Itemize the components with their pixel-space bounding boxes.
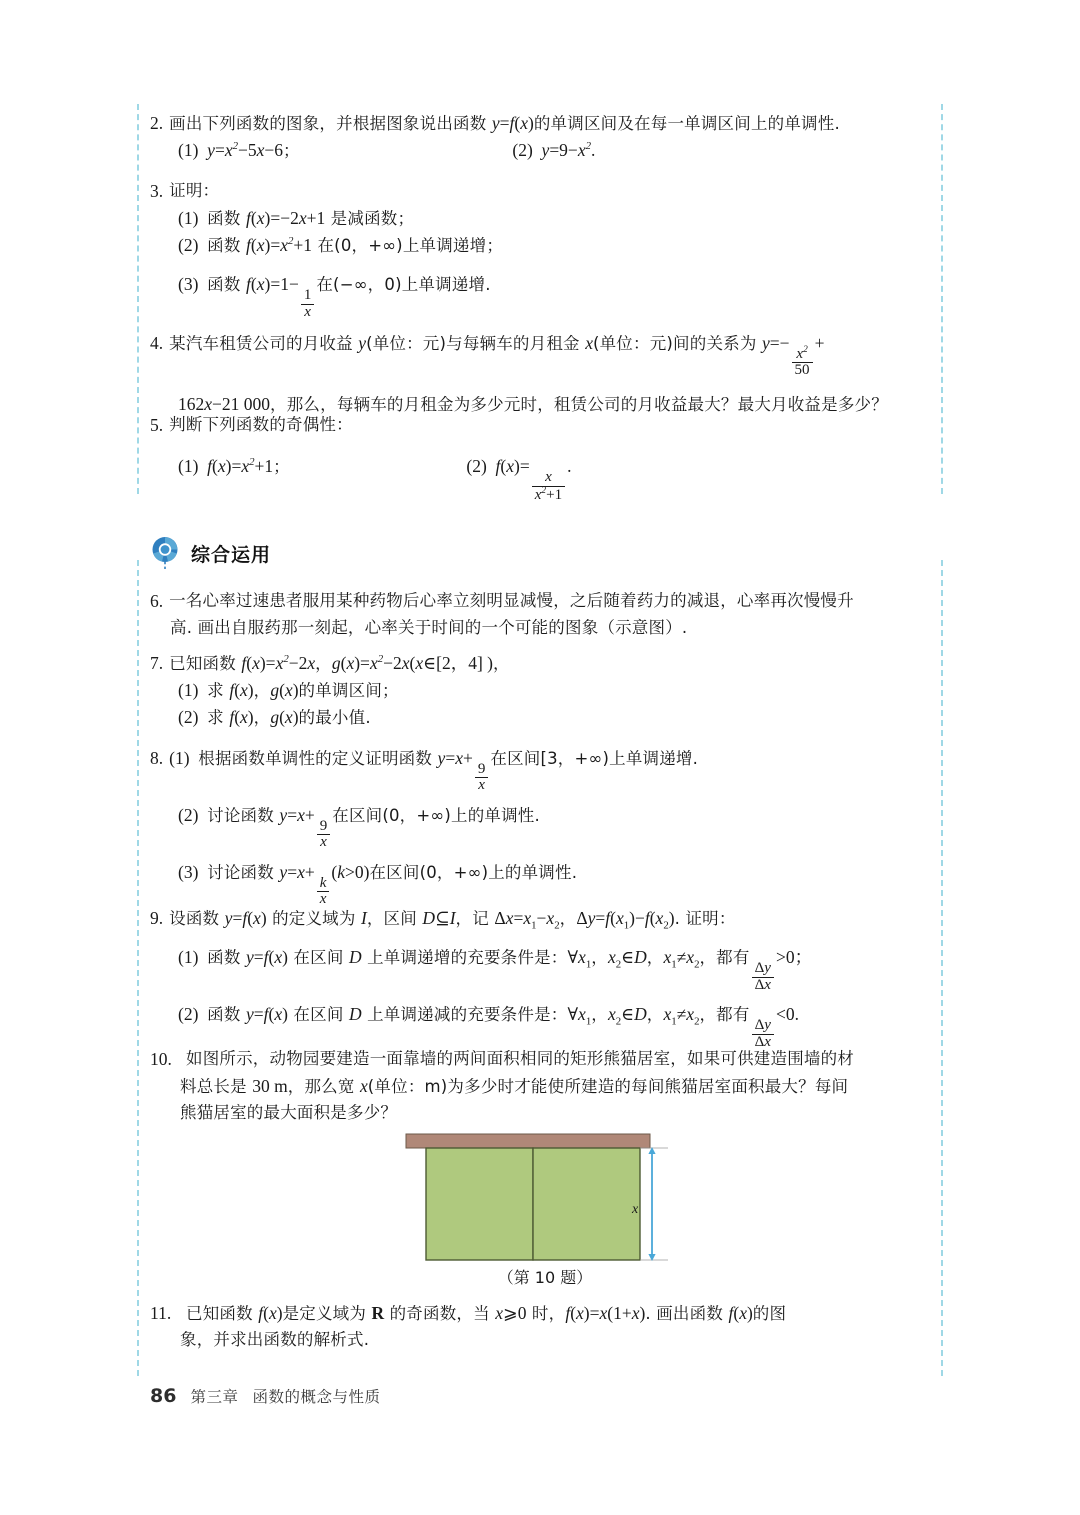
exercise-9-sub2-c: 上单调递减的充要条件是：: [361, 1005, 568, 1025]
fraction-dy-over-dx-a: $\frac{\Delta y}{\Delta x}$: [752, 961, 774, 993]
exercise-3-sub2-b: 在(0，+∞)上单调递增；: [312, 236, 504, 256]
exercise-3: [150, 178, 940, 320]
fraction-x2-over-50: $\frac{x^2}{50}$: [792, 346, 813, 379]
exercise-8-sub3-b: 在区间(0，+∞)上的单调性.: [369, 862, 578, 882]
exercise-2-stem-b: 的单调区间及在每一单调区间上的单调性.: [533, 114, 840, 133]
exercise-8: [150, 745, 940, 907]
exercise-9-sub1-label: (1): [178, 947, 199, 968]
pen-right-rect: [533, 1148, 640, 1260]
pen-left-rect: [426, 1148, 533, 1260]
exercise-10-line2-b: ，那么宽: [287, 1077, 360, 1097]
exercise-3-sub2-a: 函数: [207, 236, 247, 256]
exercise-9-sub2-a: 函数: [207, 1005, 247, 1025]
exercise-7-sub1-b: 的单调区间；: [298, 681, 399, 701]
exercise-3-sub3-b: 在(−∞，0)上单调递增.: [316, 275, 491, 295]
exercise-7: [150, 650, 940, 731]
exercise-10-line3: 熊猫居室的最大面积是多少？: [180, 1103, 398, 1123]
dimension-label-x: x: [632, 1202, 639, 1217]
exercise-7-stem-a: 已知函数: [169, 654, 242, 673]
dashed-rule-left-upper: [137, 104, 139, 494]
exercise-11-line1-e: . 画出函数: [645, 1304, 729, 1323]
exercise-2-number: 2.: [150, 113, 164, 133]
exercise-7-sub2-b: 的最小值.: [298, 708, 371, 728]
exercise-10-line2-a: 料总长是: [180, 1077, 253, 1097]
footer-chapter-number: 第三章: [190, 1388, 239, 1406]
exercise-3-sub3-label: (3): [178, 274, 199, 295]
exercise-9: [150, 905, 940, 1050]
exercise-8-sub2: (2) 讨论函数 y=x+ $\frac{9}{x}$ 在区间(0，+∞)上的单调性.: [178, 804, 540, 851]
dashed-rule-left-lower: [137, 560, 139, 1376]
exercise-4-line1-c: (单位：元)间的关系为: [592, 334, 762, 353]
exercise-6-number: 6.: [150, 591, 164, 611]
fraction-9-over-x-b: $\frac{9}{x}$: [317, 819, 331, 851]
exercise-9-stem-a: 设函数: [169, 909, 225, 928]
exercise-6: [150, 588, 940, 641]
exercise-5-sub2-label: (2): [466, 456, 487, 477]
exercise-11-real-set: R: [371, 1303, 385, 1323]
exercise-7-sub1: (1) 求 f(x)，g(x)的单调区间；: [178, 680, 399, 701]
exercise-3-sub1: (1) 函数 f(x)=−2x+1 是减函数；: [178, 208, 415, 229]
exercise-9-sub1-b: 在区间: [287, 948, 349, 968]
exercise-8-sub2-label: (2): [178, 804, 199, 825]
exercise-8-sub1-label: (1): [169, 748, 190, 768]
fraction-dy-over-dx-b: $\frac{\Delta y}{\Delta x}$: [752, 1018, 774, 1050]
exercise-2-stem: 画出下列函数的图象，并根据图象说出函数 y=f(x)的单调区间及在每一单调区间上的单调性.: [169, 113, 840, 133]
exercise-6-line2: 高. 画出自服药那一刻起，心率关于时间的一个可能的图象（示意图）.: [170, 618, 688, 638]
exercise-3-sub1-a: 函数: [207, 209, 247, 229]
exercise-8-sub2-a: 讨论函数: [207, 805, 280, 825]
exercise-9-sub1: (1) 函数 y=f(x) 在区间 D 上单调递增的充要条件是：$\forall x_1$，$x_2\in D$，$x_1\ne x_2$，都有 $\frac{\Delta y}{\Delta x}$ >0；: [178, 947, 813, 993]
exercise-9-sub1-tail: >0；: [775, 947, 813, 968]
exercise-4-line1-b: (单位：元)与每辆车的月租金: [366, 334, 586, 353]
page-footer: [150, 1385, 380, 1407]
dashed-rule-right-lower: [941, 560, 943, 1376]
wall-rect: [406, 1134, 650, 1148]
exercise-2-sub2-label: (2): [512, 140, 533, 161]
exercise-9-stem-d: ，记: [455, 909, 495, 928]
exercise-8-sub1-b: 在区间[3，+∞)上单调递增.: [490, 749, 699, 768]
exercise-3-sub2: (2) 函数 $f(x)=x^2+1$ 在(0，+∞)上单调递增；: [178, 235, 504, 256]
exercise-10-line2-c: (单位：m)为多少时才能使所建造的每间熊猫居室面积最大？每间: [367, 1077, 849, 1097]
exercise-7-sub2: (2) 求 f(x)，g(x)的最小值.: [178, 707, 371, 728]
exercise-8-sub1: (1) 根据函数单调性的定义证明函数 y=x+ $\frac{9}{x}$ 在区间[3，+∞)上单调递增.: [169, 748, 699, 794]
dashed-rule-right-upper: [941, 104, 943, 494]
exercise-9-number: 9.: [150, 908, 164, 928]
fraction-k-over-x: $\frac{k}{x}$: [317, 876, 330, 908]
exercise-3-sub3: (3) 函数 f(x)=1− $\frac{1}{x}$ 在(−∞，0)上单调递增.: [178, 274, 491, 320]
exercise-7-sub1-a: 求: [207, 681, 230, 701]
exercise-2-sub1-label: (1): [178, 140, 199, 161]
exercise-11: [150, 1300, 940, 1353]
exercise-3-sub1-label: (1): [178, 208, 199, 229]
exercise-5-subitems: (1) $f(x)=x^2+1$； (2) f(x)= $\frac{x}{x^2+1}$ .: [178, 456, 572, 503]
exercise-9-sub2: (2) 函数 y=f(x) 在区间 D 上单调递减的充要条件是：$\forall x_1$，$x_2\in D$，$x_1\ne x_2$，都有 $\frac{\Delta y}{\Delta x}$ <0.: [178, 1004, 799, 1050]
footer-chapter-title: 函数的概念与性质: [252, 1388, 381, 1406]
exercise-8-sub3-a: 讨论函数: [207, 862, 280, 882]
fraction-1-over-x: $\frac{1}{x}$: [301, 288, 315, 320]
exercise-3-sub1-b: 是减函数；: [325, 209, 415, 229]
exercise-4-line2-text: ，那么，每辆车的月租金为多少元时，租赁公司的月收益最大？最大月收益是多少？: [270, 394, 888, 414]
exercise-3-sub2-label: (2): [178, 235, 199, 256]
exercise-7-stem: 已知函数 $f(x)=x^2-2x$，$g(x)=x^2-2x(x\in[2$，4] )，: [169, 653, 510, 673]
exercise-7-sub2-label: (2): [178, 707, 199, 728]
exercise-3-number: 3.: [150, 181, 164, 201]
exercise-10: [150, 1046, 940, 1126]
exercise-3-stem: 证明：: [169, 181, 220, 200]
exercise-8-sub3-label: (3): [178, 861, 199, 882]
exercise-2-stem-a: 画出下列函数的图象，并根据图象说出函数: [169, 114, 492, 133]
section-title: 综合运用: [191, 543, 272, 566]
exercise-4-line1-a: 某汽车租赁公司的月收益: [169, 334, 359, 353]
exercise-7-number: 7.: [150, 653, 164, 673]
footer-chapter: [190, 1385, 380, 1407]
exercise-11-line1-b: 是定义域为: [282, 1304, 372, 1323]
exercise-4-number: 4.: [150, 333, 164, 353]
exercise-8-sub3: (3) 讨论函数 y=x+ $\frac{k}{x}$ (k>0)在区间(0，+∞)上的单调性.: [178, 861, 578, 907]
exercise-4: [150, 330, 940, 418]
exercise-4-line1: 某汽车租赁公司的月收益 y(单位：元)与每辆车的月租金 x(单位：元)间的关系为 y=− $\frac{x^2}{50}$ +: [169, 333, 825, 379]
section-header-comprehensive-application: [150, 536, 271, 570]
exercise-8-number: 8.: [150, 748, 164, 768]
exercise-7-sub1-label: (1): [178, 680, 199, 701]
exercise-10-line2: 料总长是 30 m，那么宽 x(单位：m)为多少时才能使所建造的每间熊猫居室面积最大？每间: [180, 1076, 849, 1097]
exercise-9-sub2-d: ，都有: [699, 1005, 750, 1025]
exercise-9-sub1-c: 上单调递增的充要条件是：: [361, 948, 568, 968]
exercise-7-sub2-a: 求: [207, 708, 230, 728]
exercise-11-number: 11.: [150, 1303, 172, 1323]
exercise-5-stem: 判断下列函数的奇偶性：: [169, 415, 353, 434]
exercise-11-line1-c: 的奇函数，当: [384, 1304, 496, 1323]
exercise-9-sub2-label: (2): [178, 1004, 199, 1025]
fraction-x-over-x2plus1: $\frac{x}{x^2+1}$: [532, 470, 565, 503]
fraction-9-over-x-a: $\frac{9}{x}$: [475, 762, 489, 794]
exercise-11-line1-d: 时，: [526, 1304, 566, 1323]
exercise-6-line1: 一名心率过速患者服用某种药物后心率立刻明显减慢，之后随着药力的减退，心率再次慢慢升: [169, 591, 854, 610]
exercise-10-number: 10.: [150, 1049, 172, 1069]
exercise-9-stem: 设函数 y=f(x) 的定义域为 I，区间 D⊆I，记 $\Delta x=x_1-x_2$，$\Delta y=f(x_1)-f(x_2)$. 证明：: [169, 908, 736, 932]
exercise-9-sub1-d: ，都有: [699, 948, 750, 968]
exercise-2: [150, 110, 940, 164]
exercise-9-sub1-a: 函数: [207, 948, 247, 968]
exercise-11-line1: 已知函数 f(x)是定义域为 R 的奇函数，当 x⩾0 时，f(x)=x(1+x). 画出函数 f(x)的图: [186, 1303, 787, 1323]
exercise-8-sub1-a: 根据函数单调性的定义证明函数: [198, 749, 438, 768]
exercise-5-number: 5.: [150, 415, 164, 435]
exercise-10-line1: 如图所示，动物园要建造一面靠墙的两间面积相同的矩形熊猫居室，如果可供建造围墙的材: [186, 1049, 854, 1068]
exercise-9-stem-e: . 证明：: [674, 909, 736, 928]
exercise-2-subitems: (1) $y=x^2-5x-6$； (2) $y=9-x^2$.: [178, 140, 596, 161]
exercise-3-sub3-a: 函数: [207, 275, 247, 295]
exercise-5-sub1-label: (1): [178, 456, 199, 477]
page-number: 86: [150, 1385, 177, 1407]
exercise-4-line2: 162x−21 000，那么，每辆车的月租金为多少元时，租赁公司的月收益最大？最大月收益是多少？: [178, 393, 888, 414]
exercise-11-line1-a: 已知函数: [186, 1304, 259, 1323]
exercise-11-line1-f: 的图: [752, 1304, 787, 1323]
exercise-9-stem-b: 的定义域为: [266, 909, 362, 928]
exercise-9-sub2-tail: <0.: [775, 1004, 799, 1025]
figure-caption: （第 10 题）: [497, 1268, 593, 1287]
exercise-10-length-value: 30 m: [252, 1076, 288, 1097]
exercise-9-sub2-b: 在区间: [287, 1005, 349, 1025]
exercise-9-stem-c: ，区间: [366, 909, 423, 928]
exercise-8-sub2-b: 在区间(0，+∞)上的单调性.: [332, 805, 540, 825]
compass-badge-icon: [150, 536, 180, 570]
exercise-5: [150, 412, 940, 503]
exercise-11-line2: 象，并求出函数的解析式.: [180, 1330, 370, 1350]
